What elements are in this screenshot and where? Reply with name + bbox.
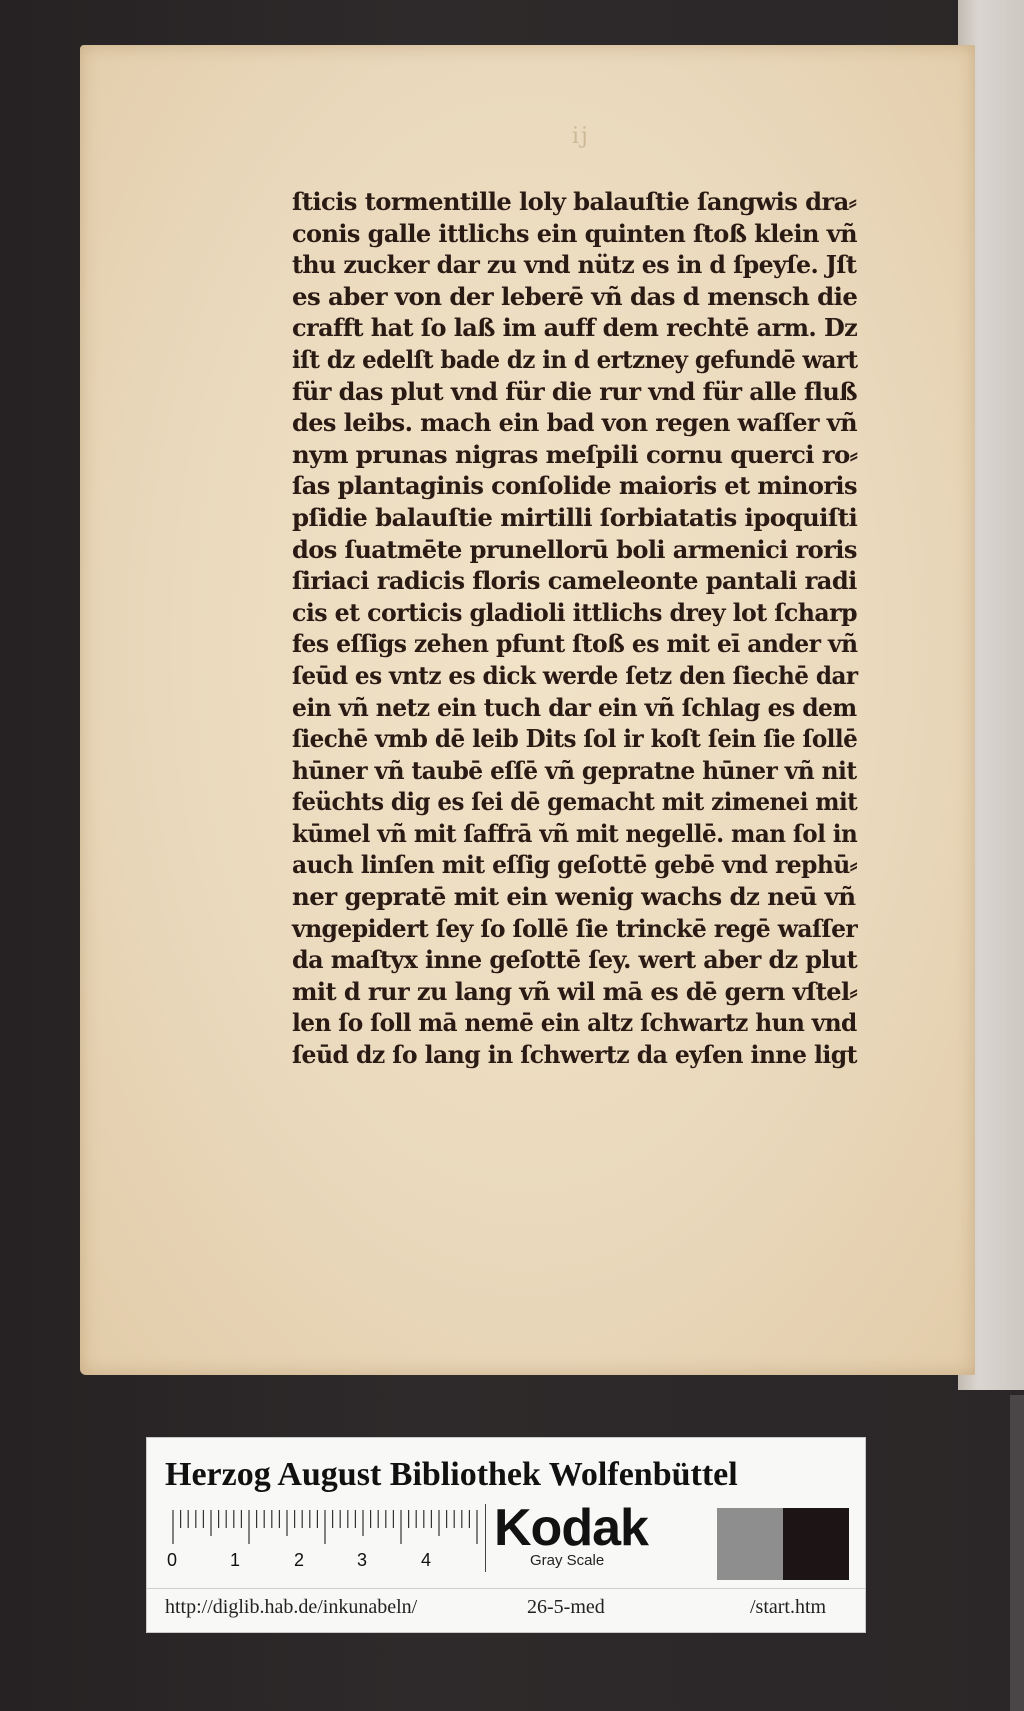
text-line: ſiechē vmb dē leib Dits ſol ir koſt ſein ſie ſollē	[292, 724, 858, 754]
shelfmark: 26-5-med	[527, 1596, 605, 1618]
text-line: len ſo ſoll mā nemē ein altz ſchwartz hun vnd	[292, 1008, 857, 1038]
ruler-label: 0	[167, 1550, 178, 1570]
color-card	[147, 1438, 865, 1632]
kodak-logo: Kodak	[494, 1499, 648, 1557]
text-line: für das plut vnd für die rur vnd für alle fluß	[292, 376, 858, 406]
ruler-label: 4	[421, 1550, 432, 1570]
text-line: ſeūd es vntz es dick werde ſetz den ſiechē dar	[292, 660, 858, 690]
text-line: vngepidert ſey ſo ſollē ſie trinckē regē waſſer	[292, 913, 858, 943]
kodak-gray-scale	[472, 1499, 728, 1572]
text-line: ſiriaci radicis floris cameleonte pantali radi	[292, 566, 857, 596]
text-line: des leibs. mach ein bad von regen waſſer vñ	[292, 408, 858, 438]
text-line: thu zucker dar zu vnd nütz es in d ſpeyſe. Jſt	[292, 250, 857, 280]
text-line: fes eſſigs zehen pfunt ſtoß es mit eī ander vñ	[292, 629, 858, 659]
text-line: cis et corticis gladioli ittlichs drey lot ſcharp	[292, 597, 857, 627]
text-block	[292, 186, 857, 1071]
text-line: conis galle ittlichs ein quinten ſtoß klein vñ	[292, 218, 857, 248]
institution-name: Herzog August Bibliothek Wolfenbüttel	[165, 1456, 738, 1493]
text-line: feüchts dig es ſei dē gemacht mit zimenei mit	[292, 787, 858, 817]
text-line: mit d rur zu lang vñ wil mā es dē gern vſtel⸗	[292, 976, 858, 1006]
gray-swatch	[717, 1508, 783, 1580]
text-line: kūmel vñ mit ſaffrā vñ mit negellē. man ſol in	[292, 818, 858, 848]
text-line: da maſtyx inne geſottē ſey. wert aber dz plut	[292, 945, 858, 975]
ruler-ticks	[167, 1504, 485, 1550]
text-line: es aber von der leberē vñ das d mensch die	[292, 281, 858, 311]
text-line: ſas plantaginis conſolide maioris et minoris	[292, 471, 857, 501]
text-line: auch linſen mit eſſig geſottē gebē vnd rephū⸗	[292, 850, 857, 880]
text-line: ner gepratē mit ein wenig wachs dz neū vñ	[292, 882, 856, 912]
ruler-label: 3	[357, 1550, 368, 1570]
leaf-mark: ij	[572, 124, 590, 149]
text-line: ſticis tormentille loly balauſtie ſangwis dra⸗	[292, 187, 857, 216]
text-line: dos ſuatmēte prunellorū boli armenici roris	[292, 534, 857, 564]
text-line: hūner vñ taubē eſſē vñ gepratne hūner vñ nit	[292, 755, 857, 785]
card-divider	[147, 1588, 865, 1589]
measurement-ruler	[167, 1504, 486, 1572]
text-line: crafft hat ſo laß im auff dem rechtē arm. Dz	[292, 313, 858, 343]
url-suffix: /start.htm	[750, 1596, 827, 1618]
text-line: ſeūd dz ſo lang in ſchwertz da eyſen inne ligt	[292, 1040, 857, 1070]
next-leaf-edge	[1010, 1395, 1024, 1711]
text-line: iſt dz edelſt bade dz in d ertzney gefundē wart	[292, 344, 858, 374]
black-swatch	[783, 1508, 849, 1580]
ruler-label: 2	[294, 1550, 305, 1570]
text-line: ein vñ netz ein tuch dar ein vñ ſchlag es dem	[292, 692, 857, 722]
gray-scale-label: Gray Scale	[530, 1552, 605, 1569]
ruler-label: 1	[230, 1550, 241, 1570]
text-line: nym prunas nigras meſpili cornu querci ro⸗	[292, 439, 858, 469]
url-prefix: http://diglib.hab.de/inkunabeln/	[165, 1596, 418, 1618]
text-line: pſidie balauſtie mirtilli ſorbiatatis ipoquiſti	[292, 502, 858, 532]
